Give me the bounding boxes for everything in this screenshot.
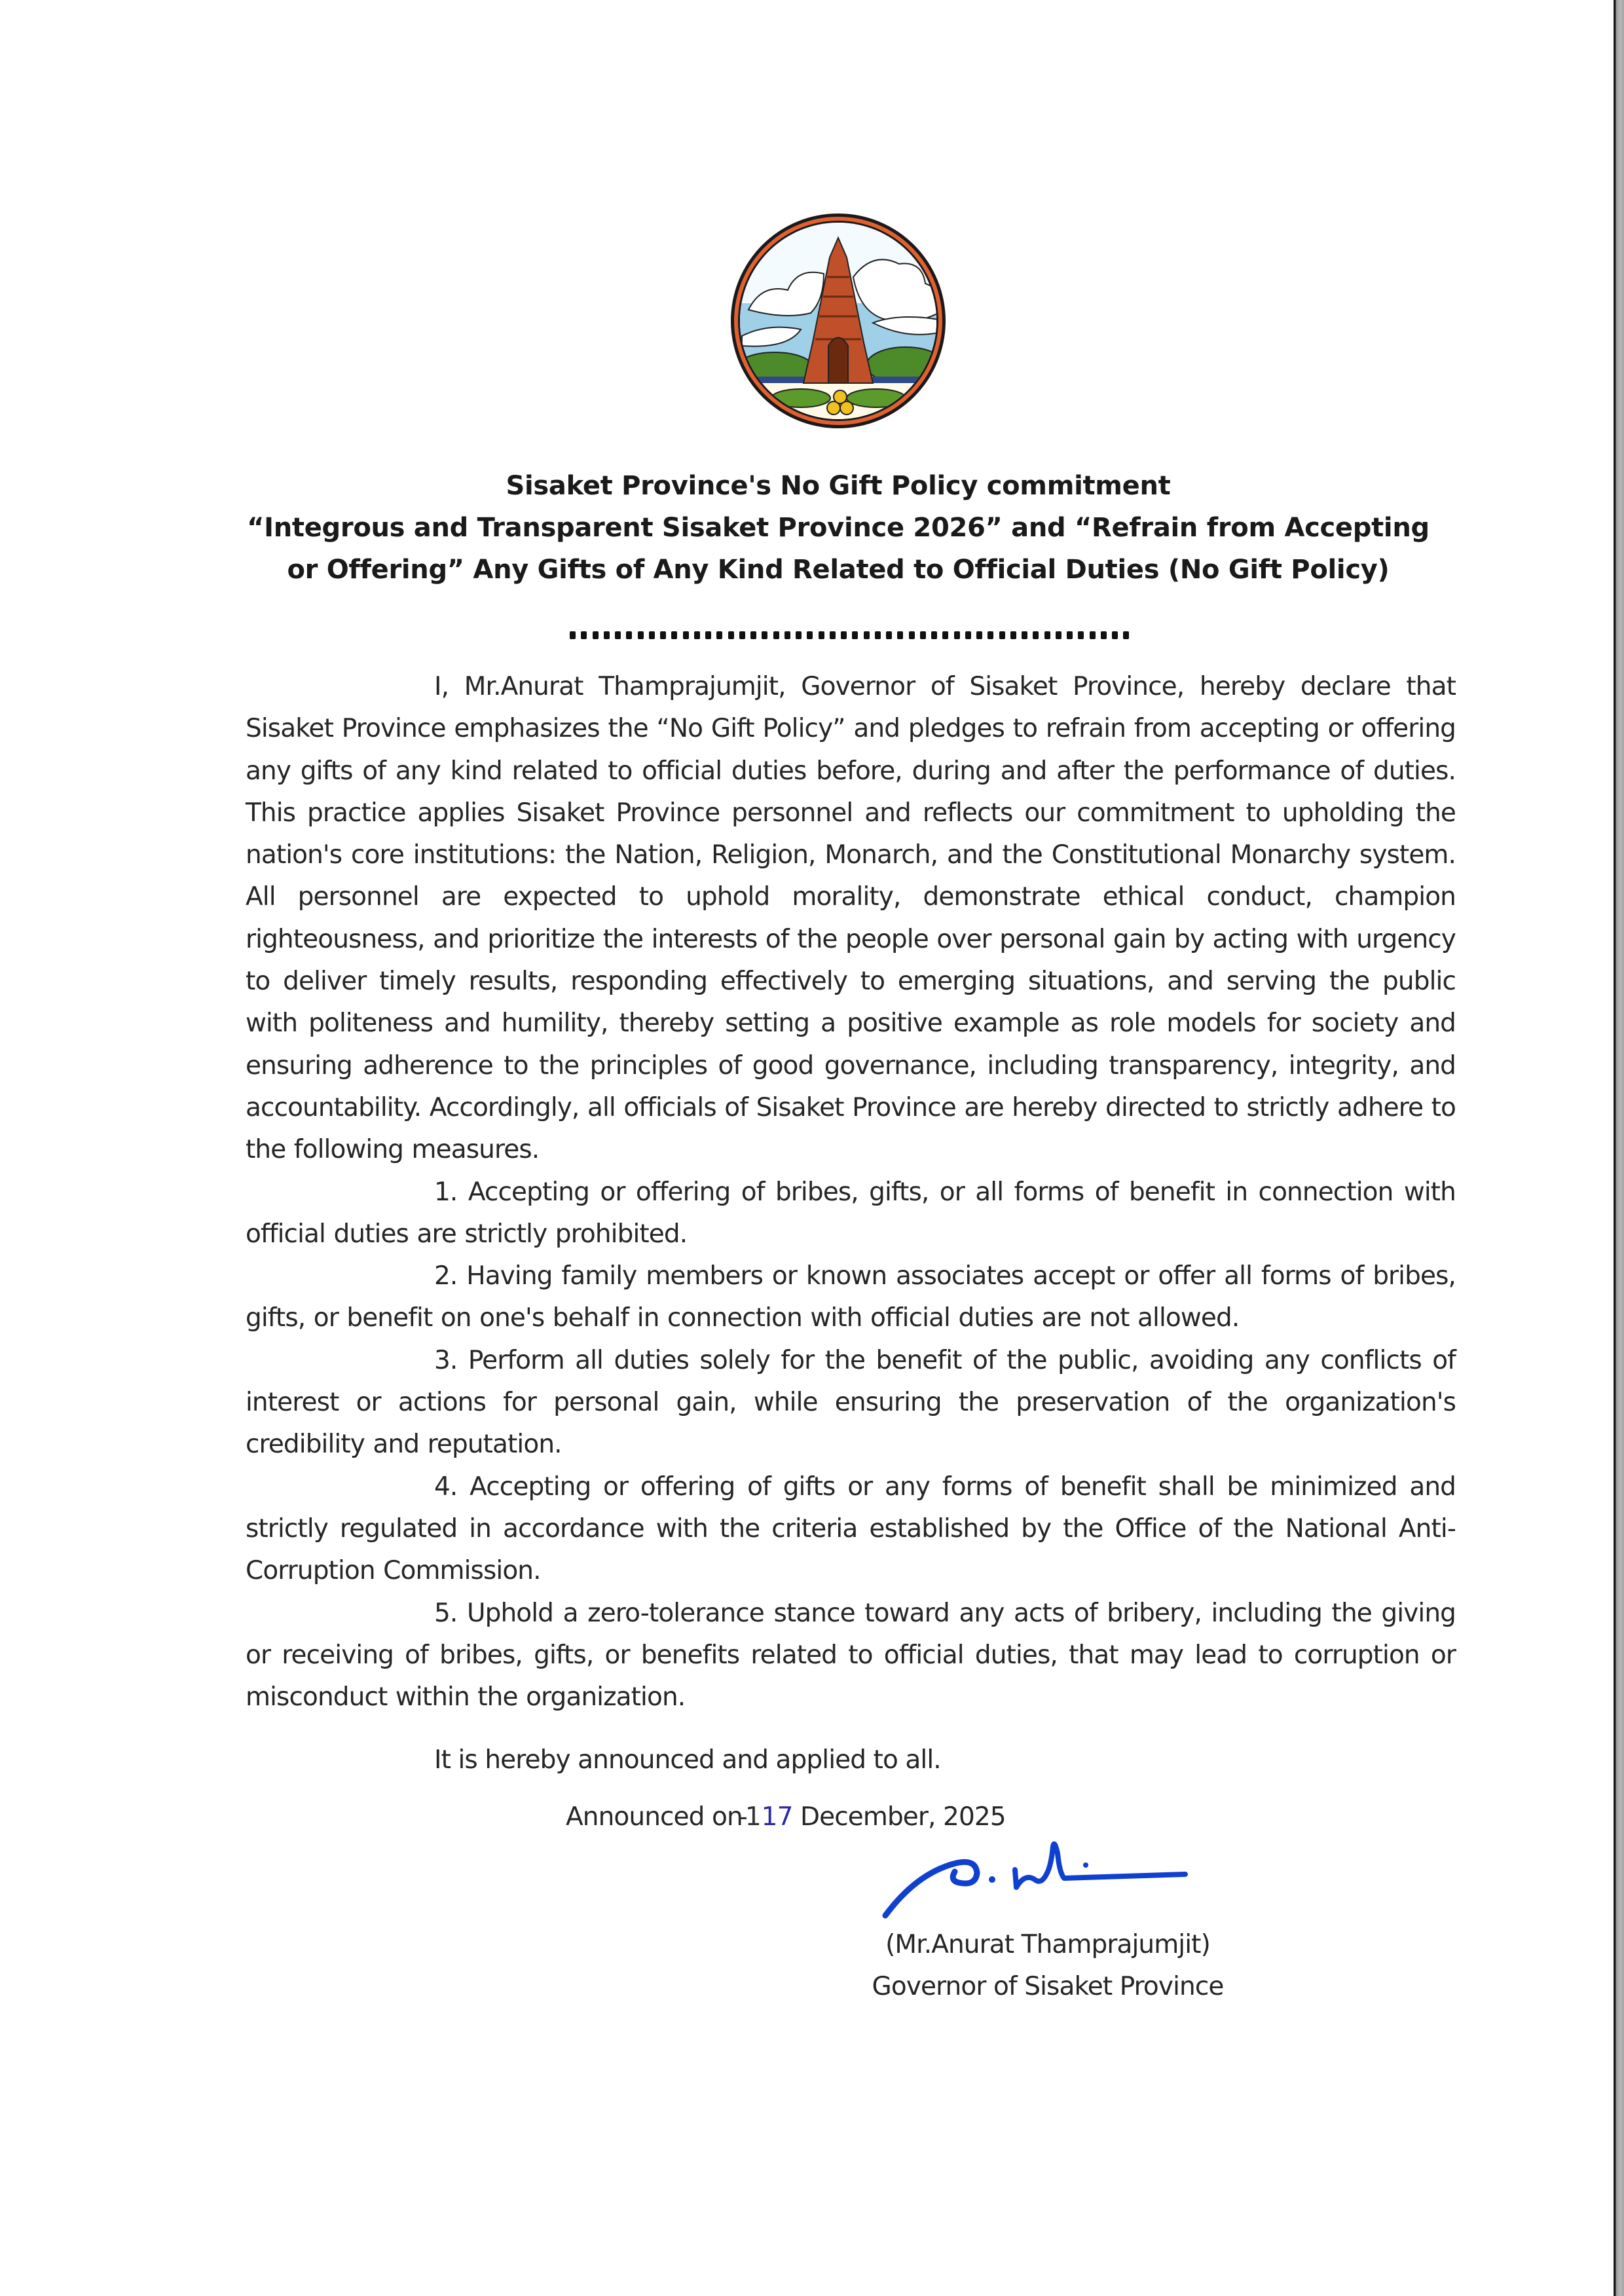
separator-dot	[954, 631, 960, 639]
separator-dot	[694, 631, 700, 639]
scan-page-edge	[1614, 0, 1624, 2296]
separator-dot	[942, 631, 948, 639]
separator-dot	[886, 631, 892, 639]
governor-signature	[877, 1834, 1192, 1922]
measure-4: 4. Accepting or offering of gifts or any forms of benefit shall be minimized and strictly regulated in accordance with the criteria established by the Office of the National Anti-Corruption Commission.	[246, 1472, 1456, 1586]
separator-dot	[976, 631, 982, 639]
announced-prefix: Announced on	[566, 1802, 743, 1832]
intro-paragraph: I, Mr.Anurat Thamprajumjit, Governor of Sisaket Province, hereby declare that Sisaket Province emphasizes the “No Gift Policy” and pledges to refrain from accepting or offering any gifts of any kind related to official duties before, during and after the performance of duties. This practice applies Sisaket Province personnel and reflects our commitment to upholding the nation's core institutions: the Nation, Religion, Monarch, and the Constitutional Monarchy system. All personnel are expected to uphold morality, demonstrate ethical conduct, champion righteousness, and prioritize the interests of the people over personal gain by acting with urgency to deliver timely results, responding effectively to emerging situations, and serving the public with politeness and humility, thereby setting a positive example as role models for society and ensuring adherence to the principles of good governance, including transparency, integrity, and accountability. Accordingly, all officials of Sisaket Province are hereby directed to strictly adhere to the following measures.	[246, 672, 1456, 1165]
separator-dot	[830, 631, 836, 639]
separator-dot	[716, 631, 722, 639]
struck-day: -1	[738, 1802, 759, 1832]
separator-dot	[1123, 631, 1129, 639]
measure-2: 2. Having family members or known associates accept or offer all forms of bribes, gifts, or benefit on one's behalf in connection with official duties are not allowed.	[246, 1261, 1456, 1333]
signer-title: Governor of Sisaket Province	[872, 1972, 1224, 2001]
separator-dot	[1022, 631, 1027, 639]
separator-dot	[909, 631, 915, 639]
separator-dot	[931, 631, 937, 639]
measure-5: 5. Uphold a zero-tolerance stance toward any acts of bribery, including the giving or receiving of bribes, gifts, or benefits related to official duties, that may lead to corruption or misconduct within the organization.	[246, 1598, 1456, 1713]
separator-dot	[841, 631, 847, 639]
measure-3: 3. Perform all duties solely for the benefit of the public, avoiding any conflicts of interest or actions for personal gain, while ensuring the preservation of the organization's credibility and reputation.	[246, 1345, 1456, 1460]
separator-dot	[626, 631, 632, 639]
document-title	[196, 465, 1480, 591]
separator-dot	[1056, 631, 1061, 639]
separator-dot	[773, 631, 779, 639]
sisaket-emblem-logo	[729, 212, 948, 430]
separator-dot	[987, 631, 993, 639]
separator-dot	[683, 631, 689, 639]
separator-dot	[920, 631, 926, 639]
separator-dot	[875, 631, 881, 639]
separator-dot	[705, 631, 711, 639]
separator-dot	[819, 631, 824, 639]
separator-dot	[604, 631, 610, 639]
separator-dot	[796, 631, 802, 639]
separator-dot	[1067, 631, 1073, 639]
separator-dot	[852, 631, 858, 639]
separator-dot	[1078, 631, 1084, 639]
dotted-separator	[570, 629, 1130, 642]
measure-1: 1. Accepting or offering of bribes, gifts, or all forms of benefit in connection with official duties are strictly prohibited.	[246, 1177, 1456, 1249]
separator-dot	[897, 631, 903, 639]
separator-dot	[593, 631, 599, 639]
announcement-date	[566, 1796, 1006, 1838]
separator-dot	[638, 631, 644, 639]
separator-dot	[1044, 631, 1050, 639]
separator-dot	[728, 631, 734, 639]
separator-dot	[1112, 631, 1118, 639]
separator-dot	[965, 631, 971, 639]
separator-dot	[570, 631, 576, 639]
separator-dot	[807, 631, 813, 639]
policy-body	[246, 666, 1456, 1718]
separator-dot	[762, 631, 767, 639]
separator-dot	[649, 631, 655, 639]
separator-dot	[615, 631, 621, 639]
title-line-1: Sisaket Province's No Gift Policy commitment	[506, 471, 1171, 501]
announced-month-year: December, 2025	[800, 1802, 1006, 1832]
separator-dot	[1010, 631, 1016, 639]
signer-name: (Mr.Anurat Thamprajumjit)	[885, 1930, 1210, 1959]
handwritten-day: 17	[761, 1802, 793, 1832]
separator-dot	[1101, 631, 1107, 639]
separator-dot	[739, 631, 745, 639]
separator-dot	[1090, 631, 1096, 639]
separator-dot	[581, 631, 587, 639]
separator-dot	[750, 631, 756, 639]
separator-dot	[999, 631, 1005, 639]
title-line-3: or Offering” Any Gifts of Any Kind Related to Official Duties (No Gift Policy)	[287, 555, 1390, 585]
separator-dot	[784, 631, 790, 639]
title-line-2: “Integrous and Transparent Sisaket Province 2026” and “Refrain from Accepting	[247, 513, 1430, 543]
separator-dot	[864, 631, 870, 639]
separator-dot	[660, 631, 666, 639]
closing-statement: It is hereby announced and applied to all.	[434, 1745, 941, 1775]
separator-dot	[1033, 631, 1039, 639]
separator-dot	[671, 631, 677, 639]
